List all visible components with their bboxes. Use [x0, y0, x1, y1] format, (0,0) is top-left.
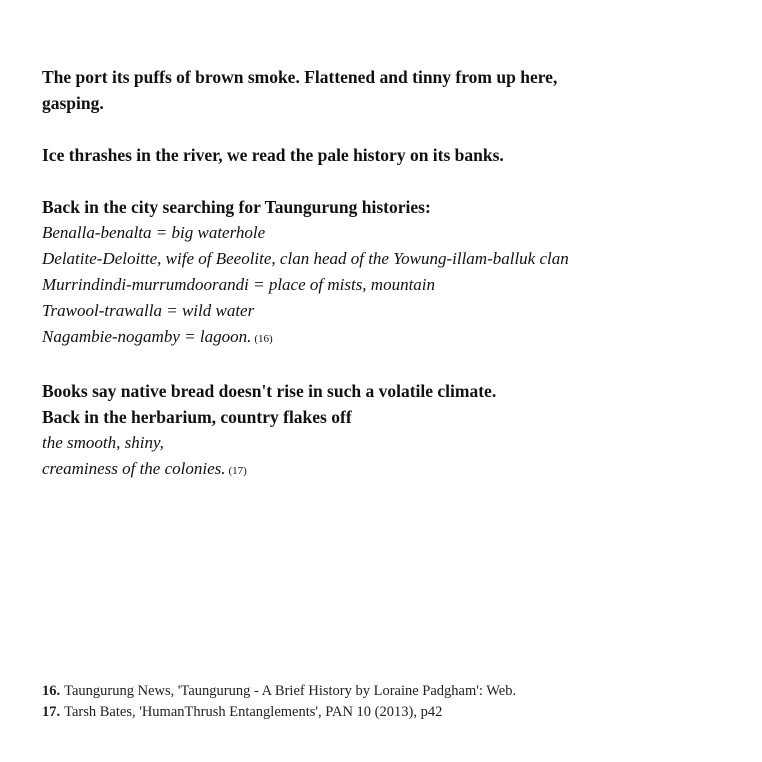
stanza-break — [42, 168, 732, 194]
poem-line-italic: Murrindindi-murrumdoorandi = place of mists, mountain — [42, 275, 436, 294]
footnote-text: Taungurung News, 'Taungurung - A Brief History by Loraine Padgham': Web. — [64, 683, 517, 699]
footnote-number: 17. — [42, 704, 61, 720]
stanza-break — [42, 116, 732, 142]
footnote-17 — [42, 702, 732, 723]
poem-line: Back in the herbarium, country flakes off — [42, 407, 352, 427]
poem-line: Back in the city searching for Taungurung histories: — [42, 197, 431, 217]
poem-body — [42, 64, 732, 484]
poem-line: Books say native bread doesn't rise in such a volatile climate. — [42, 381, 497, 401]
stanza-break — [42, 352, 732, 378]
footnote-reference: (17) — [228, 465, 247, 477]
footnote-number: 16. — [42, 683, 61, 699]
poem-line-italic: Nagambie-nogamby = lagoon. — [42, 327, 252, 346]
footnote-text: Tarsh Bates, 'HumanThrush Entanglements', PAN 10 (2013), p42 — [64, 704, 443, 720]
poem-line-with-reference — [42, 324, 732, 352]
poem-line-italic: the smooth, shiny, — [42, 433, 164, 452]
footnotes — [42, 681, 732, 723]
poem-line: The port its puffs of brown smoke. Flattened and tinny from up here, gasping. — [42, 67, 558, 113]
footnote-reference: (16) — [254, 333, 273, 345]
poem-line: Ice thrashes in the river, we read the pale history on its banks. — [42, 145, 504, 165]
poem-line-italic: Delatite-Deloitte, wife of Beeolite, clan head of the Yowung-illam-balluk clan — [42, 249, 569, 268]
poem-line-with-reference — [42, 456, 732, 484]
poem-line-italic: Benalla-benalta = big waterhole — [42, 223, 266, 242]
poem-line-italic: Trawool-trawalla = wild water — [42, 301, 255, 320]
footnote-16 — [42, 681, 732, 702]
poem-line-italic: creaminess of the colonies. — [42, 459, 226, 478]
